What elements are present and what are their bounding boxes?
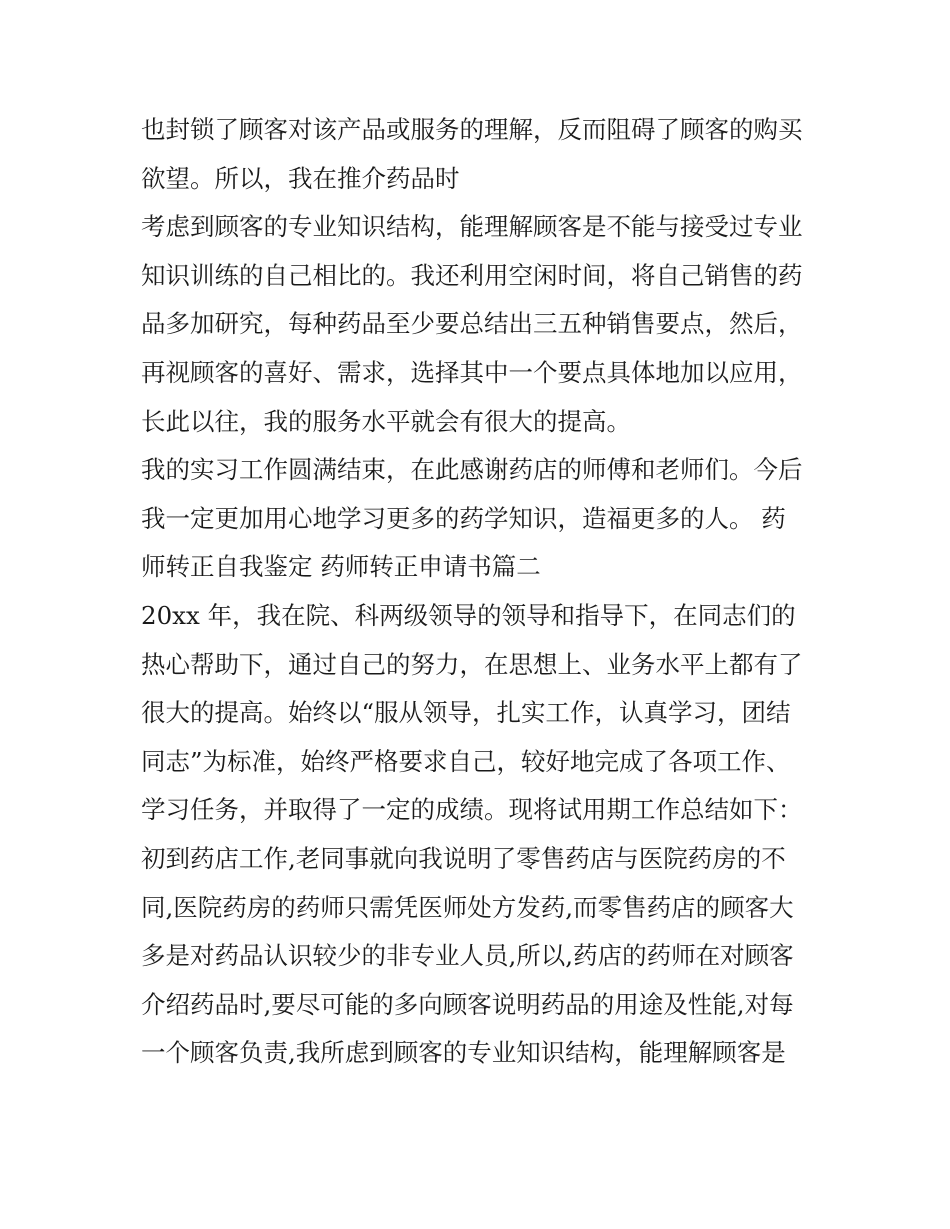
section-heading-line: 师转正自我鉴定 药师转正申请书篇二 xyxy=(141,552,541,582)
text-line: 同志”为标准，始终严格要求自己，较好地完成了各项工作、 xyxy=(141,746,791,776)
text-line: 长此以往，我的服务水平就会有很大的提高。 xyxy=(141,406,631,436)
text-line: 学习任务，并取得了一定的成绩。现将试用期工作总结如下： xyxy=(141,795,803,825)
text-line: 品多加研究，每种药品至少要总结出三五种销售要点，然后， xyxy=(141,309,803,339)
text-line: 知识训练的自己相比的。我还利用空闲时间，将自己销售的药 xyxy=(141,260,803,290)
text-line: 热心帮助下，通过自己的努力，在思想上、业务水平上都有了 xyxy=(141,649,803,679)
text-line: 介绍药品时,要尽可能的多向顾客说明药品的用途及性能,对每 xyxy=(141,989,794,1019)
text-line: 20xx 年，我在院、科两级领导的领导和指导下，在同志们的 xyxy=(141,600,796,630)
text-line: 很大的提高。始终以“服从领导，扎实工作，认真学习，团结 xyxy=(141,698,791,728)
text-line: 再视顾客的喜好、需求，选择其中一个要点具体地加以应用， xyxy=(141,357,803,387)
text-line: 也封锁了顾客对该产品或服务的理解，反而阻碍了顾客的购买 xyxy=(141,115,803,144)
text-line: 一个顾客负责,我所虑到顾客的专业知识结构，能理解顾客是 xyxy=(141,1038,786,1068)
text-line: 初到药店工作,老同事就向我说明了零售药店与医院药房的不 xyxy=(141,843,786,873)
text-line: 考虑到顾客的专业知识结构，能理解顾客是不能与接受过专业 xyxy=(141,212,803,242)
body-text xyxy=(141,106,821,1078)
text-line: 我一定更加用心地学习更多的药学知识，造福更多的人。 药 xyxy=(141,503,786,533)
text-line: 多是对药品认识较少的非专业人员,所以,药店的药师在对顾客 xyxy=(141,941,794,971)
text-line: 同,医院药房的药师只需凭医师处方发药,而零售药店的顾客大 xyxy=(141,892,794,922)
text-line: 我的实习工作圆满结束，在此感谢药店的师傅和老师们。今后 xyxy=(141,455,803,485)
text-line: 欲望。所以，我在推介药品时 xyxy=(141,163,460,193)
